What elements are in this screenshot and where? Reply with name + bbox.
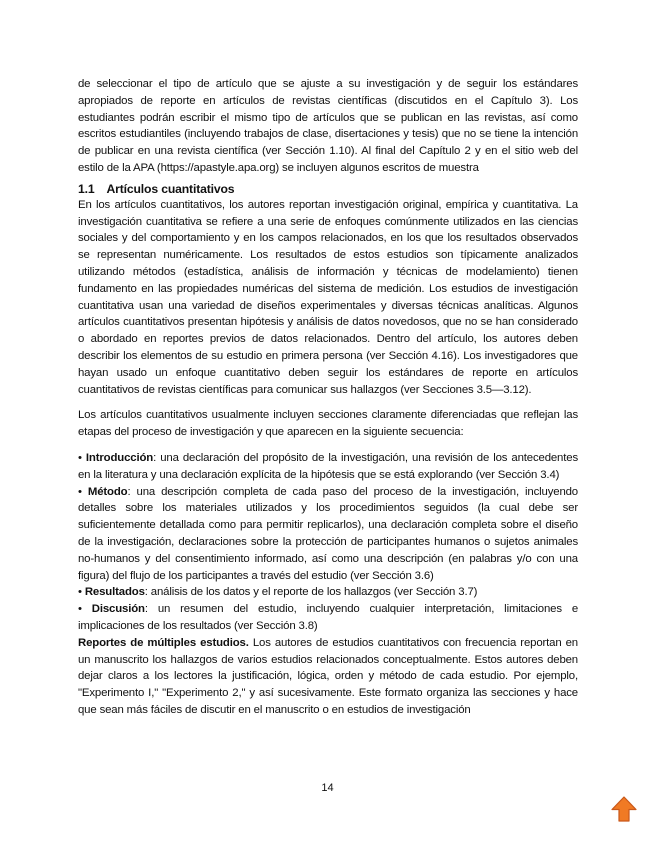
bullet-text: : un resumen del estudio, incluyendo cualquier interpretación, limitaciones e implicaciones de los resultados (ver Sección 3.8) bbox=[78, 603, 579, 632]
section-heading bbox=[78, 181, 578, 197]
section-paragraph-1: En los artículos cuantitativos, los autores reportan investigación original, empírica y cuantitativa. La investigación cuantitativa se refiere a una serie de enfoques comúnmente utilizados en las ciencias sociales y del comportamiento y en los campos relacionados, en los que los resultados observados se representan numéricamente. Los resultados de estos estudios son típicamente analizados utilizando métodos (estadística, análisis de información y técnicas de modelamiento) tienen fundamento en las propiedades numéricas del sistema de medición. Los estudios de investigación cuantitativa usan una variedad de diseños experimentales y diversas técnicas analíticas. Algunos artículos cuantitativos presentan hipótesis y análisis de datos novedosos, que no se han considerado o abordado en reportes previos de datos relacionados. Dentro del artículo, los autores deben describir los elementos de su estudio en primera persona (ver Sección 4.16). Los investigadores que hayan usado un enfoque cuantitativo deben seguir los estándares de reporte en artículos cuantitativos de revistas científicas para comunicar sus hallazgos (ver Secciones 3.5—3.12). bbox=[78, 198, 578, 396]
back-to-top-button[interactable] bbox=[611, 796, 637, 822]
bullet-text: : análisis de los datos y el reporte de los hallazgos (ver Sección 3.7) bbox=[144, 586, 478, 599]
page-number: 14 bbox=[321, 782, 334, 794]
bullet-marker: • bbox=[78, 485, 82, 498]
bullet-term: Resultados bbox=[84, 586, 145, 599]
bullet-term: Discusión bbox=[91, 603, 145, 616]
bullet-resultados bbox=[78, 584, 578, 601]
up-arrow-icon bbox=[611, 796, 637, 822]
bullet-marker: • bbox=[78, 451, 82, 464]
multi-study-paragraph bbox=[78, 635, 578, 719]
document-page bbox=[78, 76, 578, 719]
multi-study-title: Reportes de múltiples estudios. bbox=[78, 636, 249, 649]
bullet-marker: • bbox=[78, 586, 82, 599]
multi-study-text: Los autores de estudios cuantitativos con frecuencia reportan en un manuscrito los hallazgos de varios estudios relacionados conceptualmente. Estos autores deben dejar claros a los lectores la justificación, lógica, orden y método de cada estudio. Por ejemplo, "Experimento I," "Experimento 2," y así sucesivamente. Este formato organiza las secciones y hace que sean más fáciles de discutir en el manuscrito o en estudios de investigación bbox=[78, 636, 578, 716]
bullet-introduccion bbox=[78, 450, 578, 484]
bullet-discusion bbox=[78, 601, 578, 635]
bullet-text: : una descripción completa de cada paso del proceso de la investigación, incluyendo detalles sobre los materiales utilizados y los procedimientos seguidos (la cual debe ser suficientemente detallada como para permitir replicarlos), una declaración completa sobre el diseño de la investigación, declaraciones sobre la protección de participantes humanos o sujetos animales no-humanos y del consentimiento informado, así como una descripción (en palabras y/o con una figura) del flujo de los participantes a través del estudio (ver Sección 3.6) bbox=[78, 485, 578, 582]
bullet-metodo bbox=[78, 484, 578, 585]
section-title: Artículos cuantitativos bbox=[106, 181, 235, 196]
bullet-term: Método bbox=[87, 485, 128, 498]
bullet-text: : una declaración del propósito de la investigación, una revisión de los antecedentes en la literatura y una declaración explícita de la hipótesis que se está explorando (ver Sección 3.4) bbox=[78, 451, 578, 481]
bullet-marker: • bbox=[78, 603, 82, 616]
bullet-term: Introducción bbox=[85, 451, 154, 464]
section-paragraph-2: Los artículos cuantitativos usualmente incluyen secciones claramente diferenciadas que reflejan las etapas del proceso de investigación y que aparecen en la siguiente secuencia: bbox=[78, 409, 578, 439]
section-number: 1.1 bbox=[78, 181, 95, 196]
intro-paragraph: de seleccionar el tipo de artículo que se ajuste a su investigación y de seguir los estándares apropiados de reporte en artículos de revistas científicas (discutidos en el Capítulo 3). Los estudiantes podrán escribir el mismo tipo de artículos que se publican en las revistas, así como escritos estudiantiles (incluyendo trabajos de clase, disertaciones y tesis) que no se tiene la intención de publicar en una revista científica (ver Sección 1.10). Al final del Capítulo 2 y en el sitio web del estilo de la APA (https://apastyle.apa.org) se incluyen algunos escritos de muestra bbox=[78, 78, 578, 174]
